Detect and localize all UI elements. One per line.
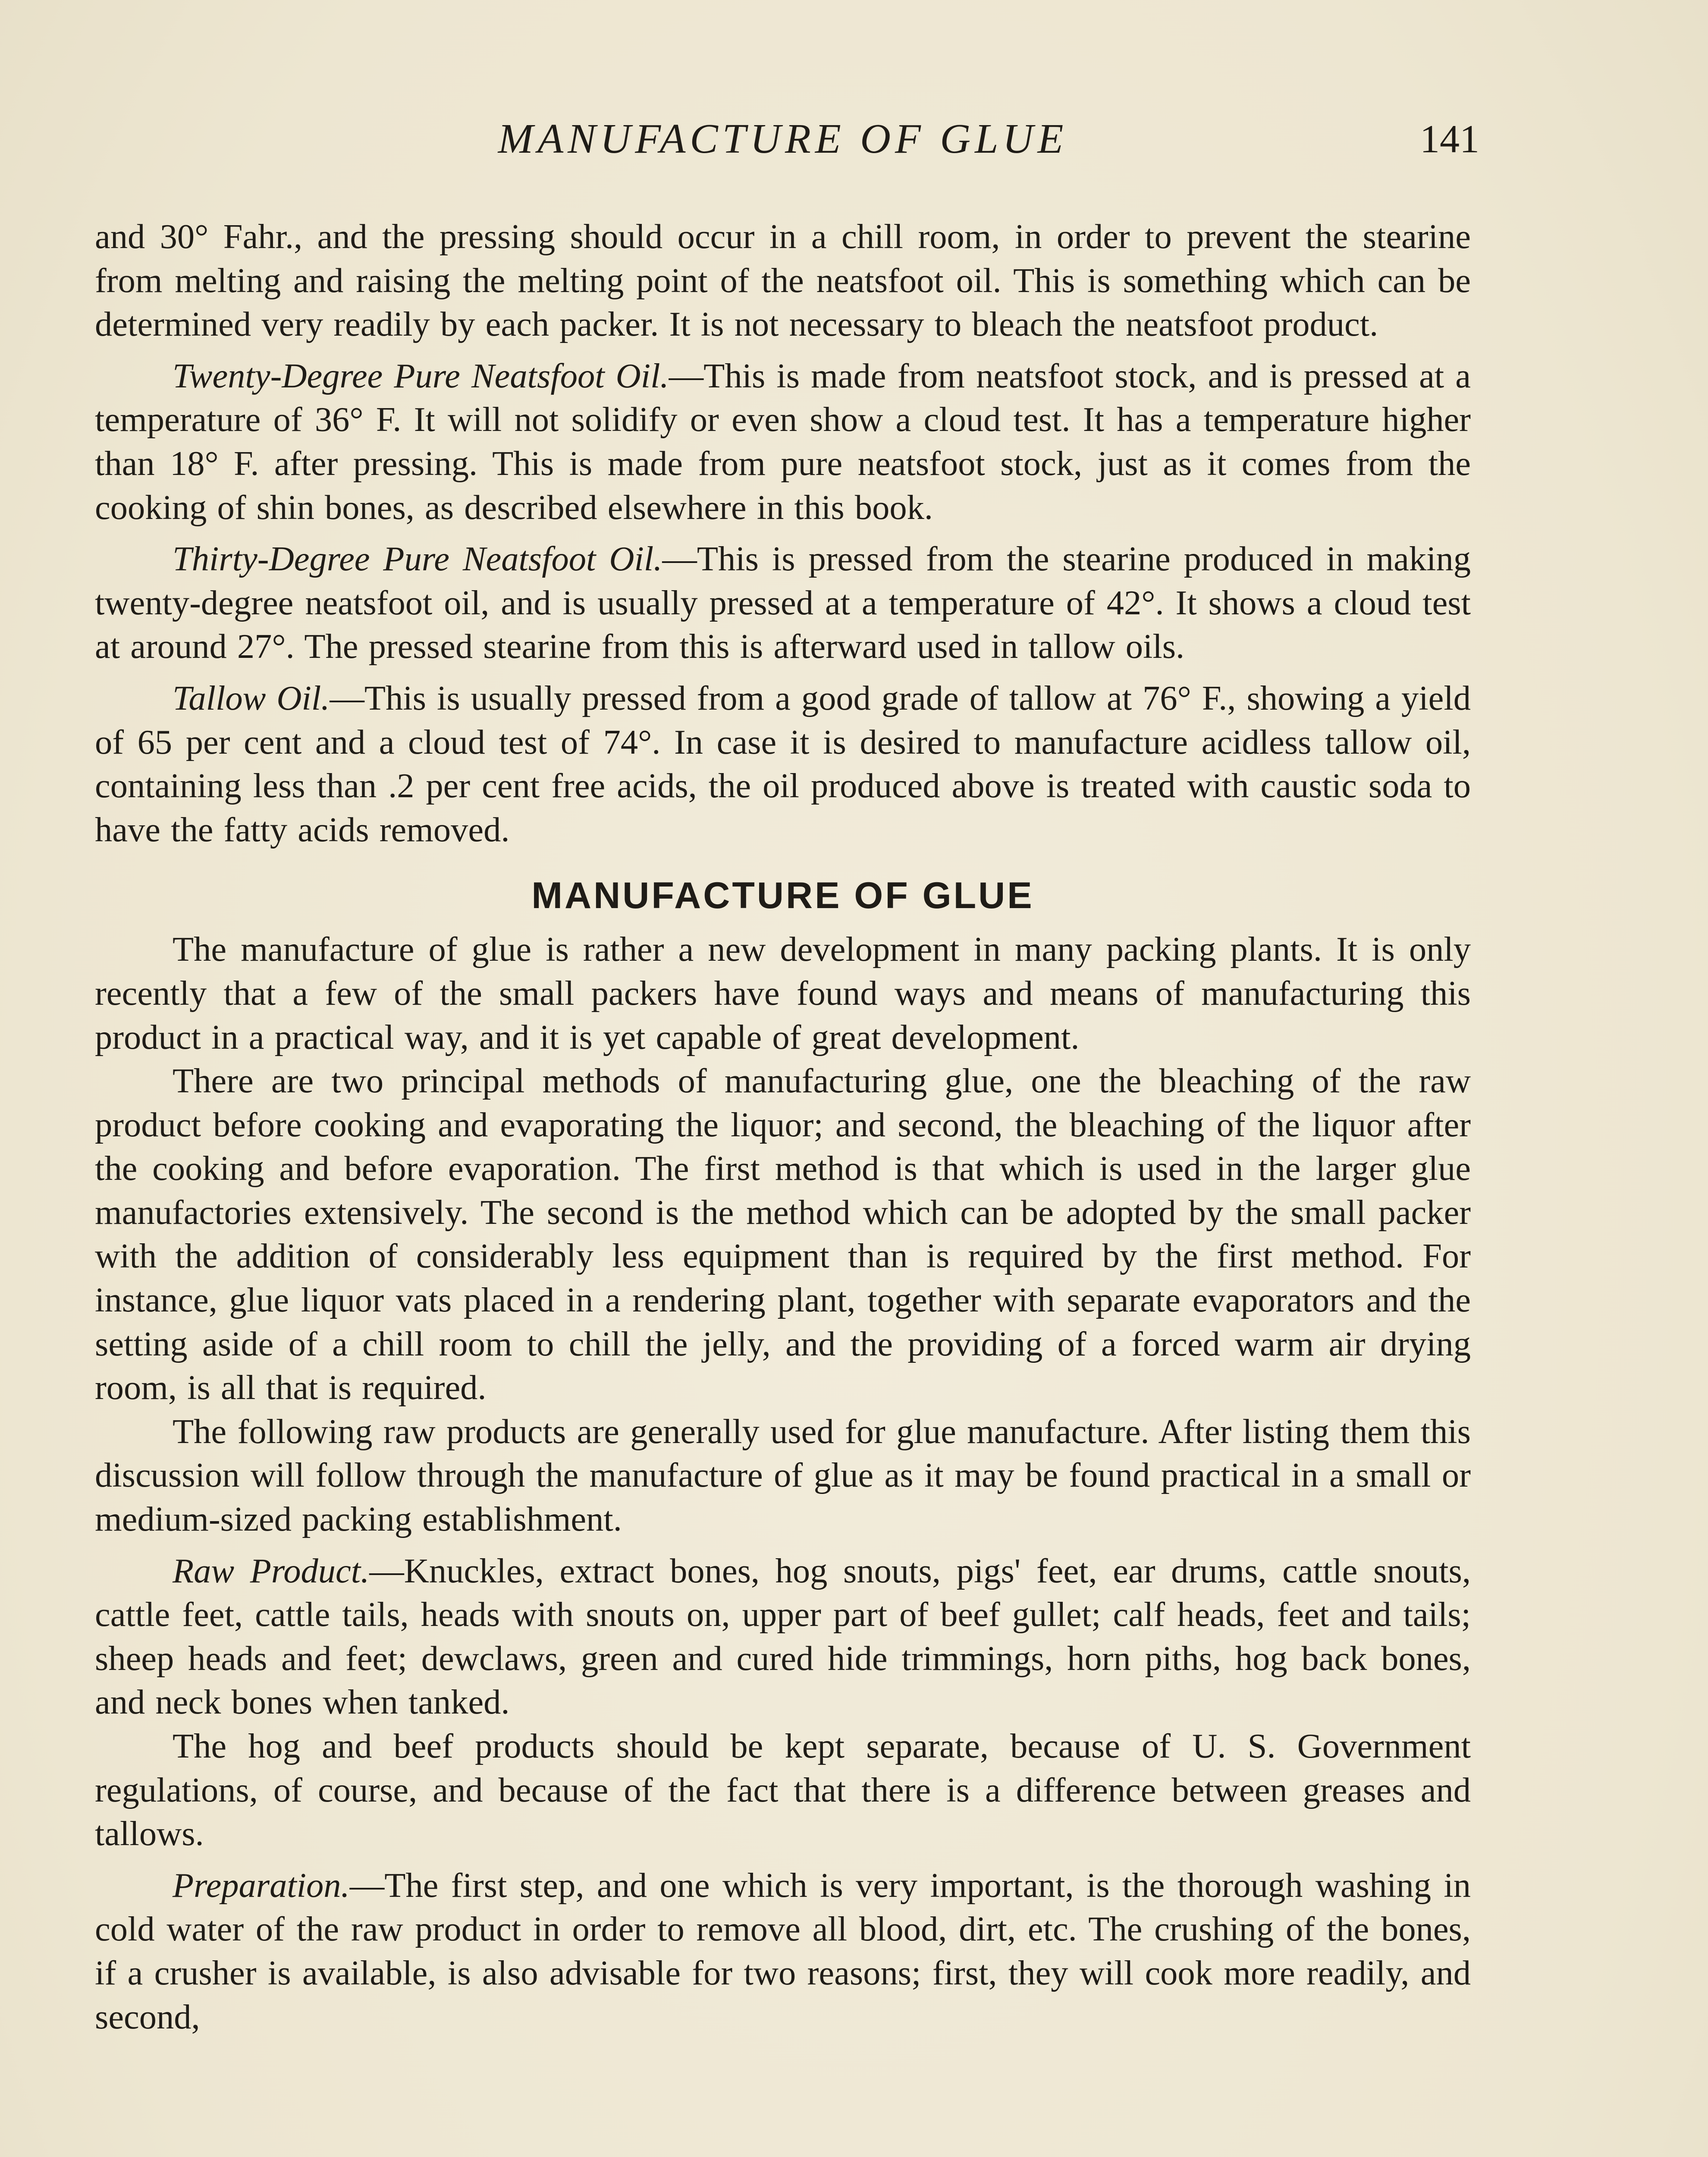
paragraph-text: —This is made from neatsfoot stock, and is pressed at a temperature of 36° F. It will not solidify or even show a cloud test. It has a temperature higher than 18° F. after pressing. This is made from pure neatsfoot stock, just as it comes from the cooking of shin bones, as described elsewhere in this book. [95,356,1471,527]
paragraph-glue-methods [95,1059,1471,1410]
running-header [95,113,1479,165]
paragraph-text: There are two principal methods of manufacturing glue, one the bleaching of the raw product before cooking and evaporating the liquor; and second, the bleaching of the liquor after the cooking and before evaporation. The first method is that which is used in the larger glue manufactories extensively. The second is the method which can be adopted by the small packer with the addition of considerably less equipment than is required by the first method. For instance, glue liquor vats placed in a rendering plant, together with separate evaporators and the setting aside of a chill room to chill the jelly, and the providing of a forced warm air drying room, is all that is required. [95,1062,1471,1407]
paragraph-text: —Knuckles, extract bones, hog snouts, pigs' feet, ear drums, cattle snouts, cattle feet, cattle tails, heads with snouts on, upper part of beef gullet; calf heads, feet and tails; sheep heads and feet; dewclaws, green and cured hide trimmings, horn piths, hog back bones, and neck bones when tanked. [95,1551,1471,1722]
paragraph-lead: Preparation. [173,1866,350,1905]
paragraph-text: —The first step, and one which is very important, is the thorough washing in cold water of the raw product in order to remove all blood, dirt, etc. The crushing of the bones, if a crusher is available, is also advisable for two reasons; first, they will cook more readily, and second, [95,1866,1471,2036]
paragraph-hog-beef-separation [95,1724,1471,1856]
paragraph-text: The hog and beef products should be kept separate, because of U. S. Government regulations, of course, and because of the fact that there is a difference between greases and tallows. [95,1727,1471,1853]
paragraph-raw-products-intro [95,1410,1471,1541]
paragraph-raw-product [95,1549,1471,1724]
running-title: MANUFACTURE OF GLUE [498,116,1068,162]
body-text [95,215,1471,2039]
paragraph-tallow-oil [95,676,1471,852]
page-number: 141 [1420,117,1479,161]
paragraph-text: —This is pressed from the stearine produced in making twenty-degree neatsfoot oil, and is usually pressed at a temperature of 42°. It shows a cloud test at around 27°. The pressed stearine from this is afterward used in tallow oils. [95,540,1471,666]
paragraph-text: The manufacture of glue is rather a new development in many packing plants. It is only recently that a few of the small packers have found ways and means of manufacturing this product in a practical way, and it is yet capable of great development. [95,930,1471,1056]
section-heading: MANUFACTURE OF GLUE [531,875,1034,917]
paragraph-lead: Tallow Oil. [173,679,330,717]
paragraph-text: and 30° Fahr., and the pressing should occur in a chill room, in order to prevent the stearine from melting and raising the melting point of the neatsfoot oil. This is something which can be determined very readily by each packer. It is not necessary to bleach the neatsfoot product. [95,217,1471,344]
paragraph-neatsfoot-pressing [95,215,1471,346]
paragraph-lead: Raw Product. [173,1551,370,1590]
paragraph-text: —This is usually pressed from a good grade of tallow at 76° F., showing a yield of 65 per cent and a cloud test of 74°. In case it is desired to manufacture acidless tallow oil, containing less than .2 per cent free acids, the oil produced above is treated with caustic soda to have the fatty acids removed. [95,679,1471,849]
paragraph-glue-intro [95,928,1471,1059]
paragraph-thirty-degree-oil [95,537,1471,669]
paragraph-text: The following raw products are generally used for glue manufacture. After listing them this discussion will follow through the manufacture of glue as it may be found practical in a small or medium-sized packing establishment. [95,1412,1471,1539]
paragraph-lead: Twenty-Degree Pure Neatsfoot Oil. [173,356,669,395]
paragraph-twenty-degree-oil [95,354,1471,529]
paragraph-lead: Thirty-Degree Pure Neatsfoot Oil. [173,540,662,579]
paragraph-preparation [95,1864,1471,2039]
